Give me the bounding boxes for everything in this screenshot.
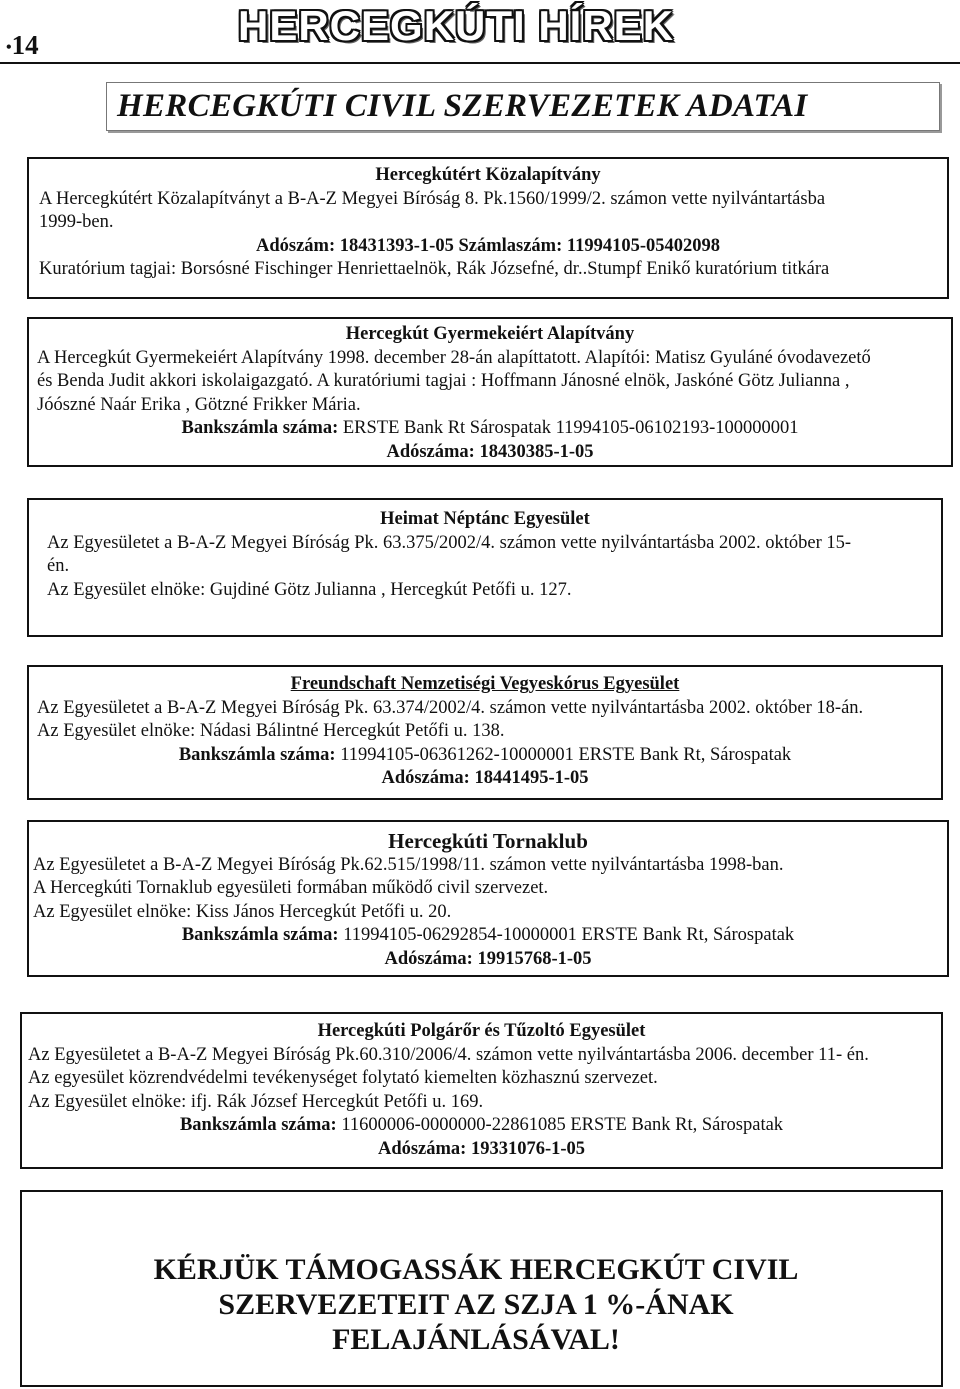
org-line: Az Egyesület elnöke: Nádasi Bálintné Hercegkút Petőfi u. 138.: [37, 721, 505, 741]
appeal-box: [20, 1190, 943, 1387]
masthead-logo: HERCEGKÚTI HÍREK: [238, 2, 675, 49]
org-box-heimat: [27, 498, 943, 637]
org-bank: Bankszámla száma: ERSTE Bank Rt Sárospatak 11994105-06102193-100000001: [181, 418, 799, 438]
org-line: Jóószné Naár Erika , Götzné Frikker Mária.: [37, 394, 361, 415]
org-line: Kuratórium tagjai: Borsósné Fischinger Henriettaelnök, Rák Józsefné, dr..Stumpf Enikő kuratórium titkára: [39, 259, 830, 279]
org-bank: Bankszámla száma: 11994105-06292854-10000001 ERSTE Bank Rt, Sárospatak: [181, 925, 795, 945]
org-line: Az Egyesületet a B-A-Z Megyei Bíróság Pk. 63.375/2002/4. számon vette nyilvántartásba 2002. október 15-: [47, 532, 852, 553]
org-line: Az Egyesületet a B-A-Z Megyei Bíróság Pk. 63.374/2002/4. számon vette nyilvántartásba 2002. október 18-án.: [37, 697, 864, 718]
org-line: Az egyesület közrendvédelmi tevékenységet folytató kiemelten közhasznú szervezet.: [28, 1068, 658, 1088]
org-tax: Adószáma: 18441495-1-05: [381, 768, 589, 788]
org-line: Az Egyesület elnöke: Kiss János Hercegkút Petőfi u. 20.: [33, 901, 452, 922]
org-line: Az Egyesületet a B-A-Z Megyei Bíróság Pk.60.310/2006/4. számon vette nyilvántartásba 2006. december 11- én.: [28, 1044, 869, 1065]
org-title: Heimat Néptánc Egyesület: [380, 509, 590, 529]
org-line: A Hercegkút Gyermekeiért Alapítvány 1998. december 28-án alapíttatott. Alapítói: Matisz Gyuláné óvodavezető: [37, 347, 871, 368]
appeal-line: FELAJÁNLÁSÁVAL!: [332, 1323, 620, 1356]
org-line: Az Egyesület elnöke: ifj. Rák József Hercegkút Petőfi u. 169.: [28, 1091, 484, 1112]
org-box-polgaror: [20, 1012, 943, 1169]
org-tax-account: Adószám: 18431393-1-05 Számlaszám: 11994105-05402098: [256, 235, 720, 256]
org-tax: Adószáma: 18430385-1-05: [386, 441, 594, 462]
org-line: és Benda Judit akkori iskolaigazgató. A kuratóriumi tagjai : Hoffmann Jánosné elnök, Jaskóné Götz Julianna ,: [37, 371, 850, 391]
org-line: Az Egyesület elnöke: Gujdiné Götz Julianna , Hercegkút Petőfi u. 127.: [47, 579, 572, 600]
org-title: Hercegkúti Polgárőr és Tűzoltó Egyesület: [317, 1021, 646, 1041]
header-rule: [0, 62, 960, 64]
org-line: Az Egyesületet a B-A-Z Megyei Bíróság Pk.62.515/1998/11. számon vette nyilvántartásba 1998-ban.: [33, 854, 784, 875]
org-line: A Hercegkúti Tornaklub egyesületi formában működő civil szervezet.: [33, 878, 549, 898]
appeal-text: [22, 1252, 930, 1357]
org-tax: Adószáma: 19331076-1-05: [377, 1138, 586, 1159]
org-title: Hercegkútért Közalapítvány: [375, 165, 601, 185]
org-bank: Bankszámla száma: 11994105-06361262-10000001 ERSTE Bank Rt, Sárospatak: [178, 744, 792, 765]
section-title: HERCEGKÚTI CIVIL SZERVEZETEK ADATAI: [117, 88, 808, 124]
org-box-kozalapitvany: [27, 157, 949, 299]
org-tax: Adószáma: 19915768-1-05: [384, 948, 592, 969]
appeal-line: KÉRJÜK TÁMOGASSÁK HERCEGKÚT CIVIL: [153, 1253, 799, 1286]
org-title: Hercegkúti Tornaklub: [388, 829, 588, 853]
appeal-line: SZERVEZETEIT AZ SZJA 1 %-ÁNAK: [218, 1288, 734, 1321]
section-title-box: [106, 82, 940, 131]
org-box-tornaklub: [27, 820, 949, 977]
org-line: 1999-ben.: [39, 212, 114, 232]
org-box-freundschaft: [27, 665, 943, 800]
org-box-gyermekeiert: [27, 317, 953, 467]
org-bank: Bankszámla száma: 11600006-0000000-22861085 ERSTE Bank Rt, Sárospatak: [179, 1115, 784, 1135]
org-line: A Hercegkútért Közalapítványt a B-A-Z Megyei Bíróság 8. Pk.1560/1999/2. számon vette nyilvántartásba: [39, 188, 826, 209]
org-title: Hercegkút Gyermekeiért Alapítvány: [345, 324, 635, 344]
org-title: Freundschaft Nemzetiségi Vegyeskórus Egyesület: [290, 674, 680, 694]
org-line: én.: [47, 556, 70, 576]
page-number: •14: [6, 30, 39, 60]
